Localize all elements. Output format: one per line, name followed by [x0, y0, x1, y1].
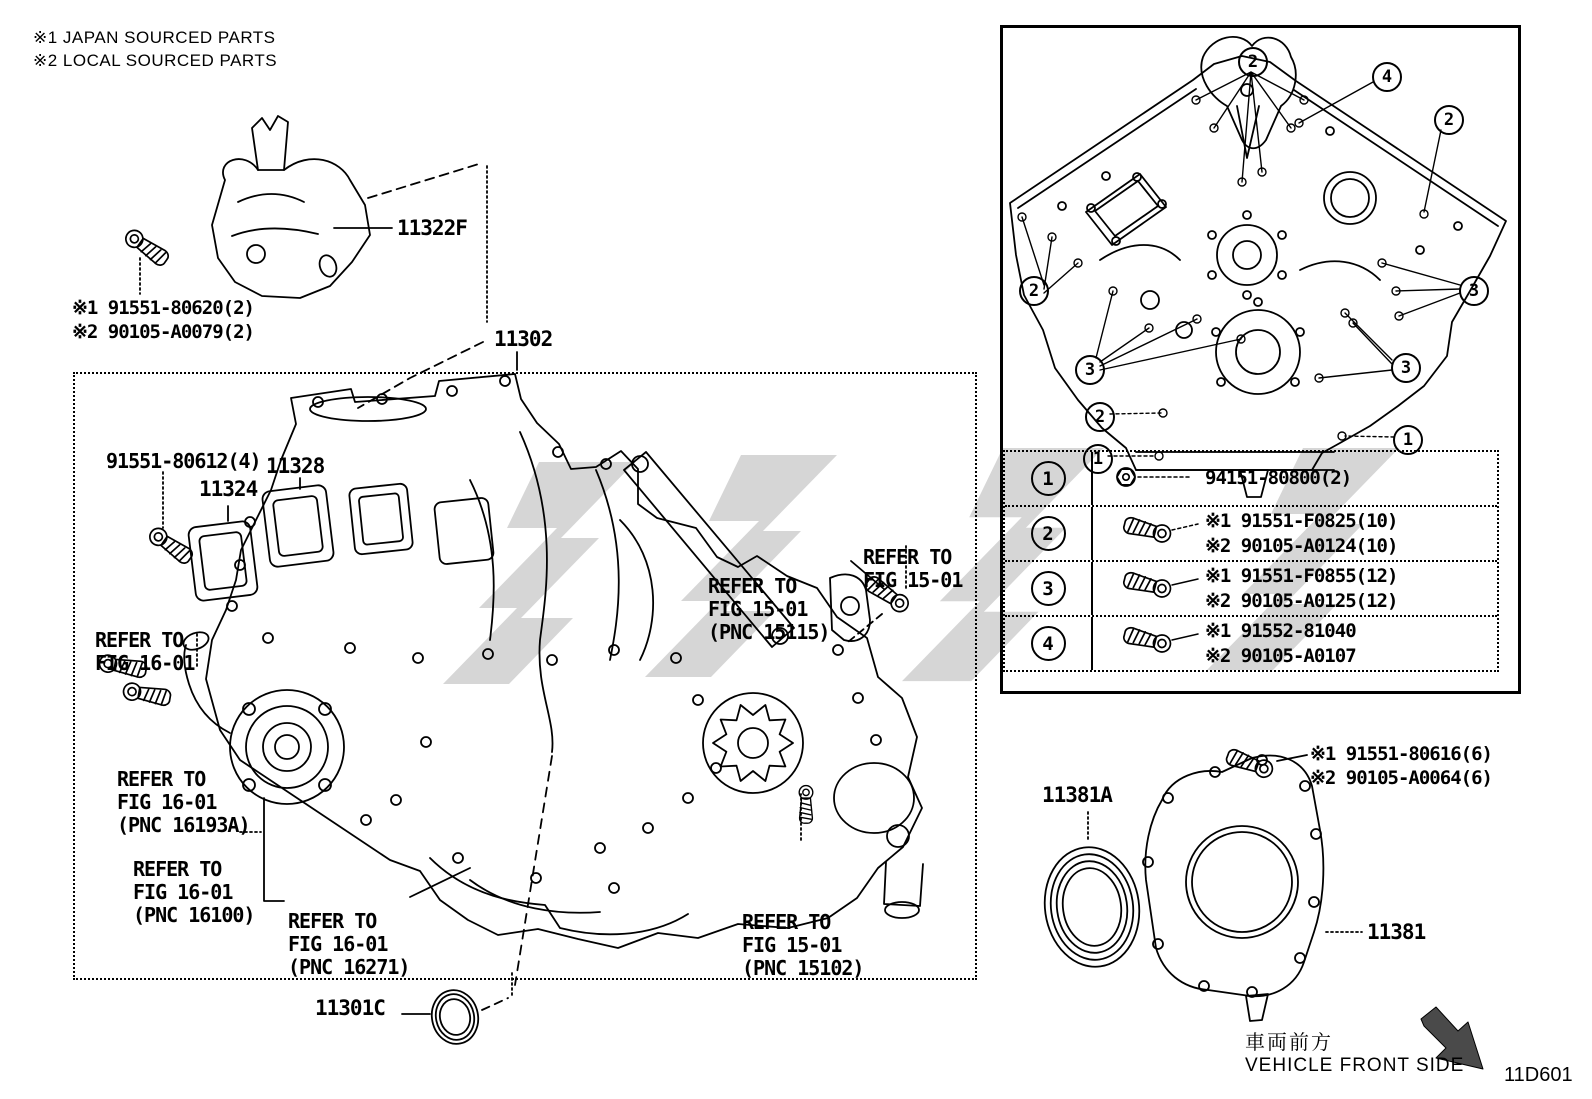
oil-seal-11301C-drawing [402, 972, 512, 1048]
plate-fastener-1: ※1 91551-80616(6) [1310, 743, 1492, 765]
callout-2-top: 2 [1238, 47, 1268, 77]
fastener-row-2 [1005, 505, 1497, 560]
callout-4: 4 [1372, 62, 1402, 92]
bracket-fastener-1: ※1 91551-80620(2) [72, 297, 254, 319]
callout-3-right: 3 [1459, 276, 1489, 306]
label-91551-80612: 91551-80612(4) [106, 449, 261, 473]
fastener-row-3 [1005, 560, 1497, 615]
callout-2-left: 2 [1019, 276, 1049, 306]
row2-part-number-1: ※1 91551-F0825(10) [1205, 509, 1398, 532]
ref-fig16-01-pnc16100: REFER TO FIG 16-01 (PNC 16100) [133, 857, 255, 927]
bracket-fastener-2: ※2 90105-A0079(2) [72, 321, 254, 343]
callout-1-left: 1 [1083, 444, 1113, 474]
callout-3-left: 3 [1075, 355, 1105, 385]
label-11381: 11381 [1367, 920, 1426, 944]
vehicle-front-label-en: VEHICLE FRONT SIDE [1245, 1055, 1465, 1076]
ref-fig15-01: REFER TO FIG 15-01 [863, 545, 963, 592]
ref-fig16-01-pnc16193A: REFER TO FIG 16-01 (PNC 16193A) [117, 767, 250, 837]
plate-fastener-2: ※2 90105-A0064(6) [1310, 767, 1492, 789]
callout-2-right: 2 [1434, 105, 1464, 135]
fastener-row-1 [1005, 452, 1497, 505]
ref-fig15-01-pnc15115: REFER TO FIG 15-01 (PNC 15115) [708, 574, 830, 644]
label-11322F: 11322F [397, 216, 467, 240]
callout-2-bottom: 2 [1085, 402, 1115, 432]
row3-part-number-1: ※1 91551-F0855(12) [1205, 564, 1398, 587]
fastener-table [1003, 450, 1499, 672]
ref-fig16-01-pnc16271: REFER TO FIG 16-01 (PNC 16271) [288, 909, 410, 979]
row1-part-number: 94151-80800(2) [1205, 467, 1352, 489]
row3-part-number-2: ※2 90105-A0125(12) [1205, 589, 1398, 612]
row2-callout: 2 [1031, 516, 1066, 551]
label-11324: 11324 [199, 477, 258, 501]
row1-callout: 1 [1031, 461, 1066, 496]
vehicle-front-label-jp: 車両前方 [1245, 1032, 1333, 1054]
row4-part-number-2: ※2 90105-A0107 [1205, 644, 1356, 667]
label-11328: 11328 [266, 454, 325, 478]
callout-3-center: 3 [1391, 353, 1421, 383]
label-11381A: 11381A [1042, 783, 1112, 807]
row4-part-number-1: ※1 91552-81040 [1205, 619, 1356, 642]
note-japan-sourced: ※1 JAPAN SOURCED PARTS [33, 28, 276, 47]
ref-fig15-01-pnc15102: REFER TO FIG 15-01 (PNC 15102) [742, 910, 864, 980]
row4-callout: 4 [1031, 626, 1066, 661]
ref-fig16-01: REFER TO FIG 16-01 [95, 628, 195, 675]
row3-callout: 3 [1031, 571, 1066, 606]
bracket-11322F-drawing [123, 116, 482, 298]
label-11302: 11302 [494, 327, 553, 351]
label-11301C: 11301C [315, 996, 385, 1020]
figure-code: 11D601 [1504, 1064, 1573, 1086]
row2-part-number-2: ※2 90105-A0124(10) [1205, 534, 1398, 557]
fastener-row-4 [1005, 615, 1497, 670]
callout-1-right: 1 [1393, 425, 1423, 455]
note-local-sourced: ※2 LOCAL SOURCED PARTS [33, 51, 278, 70]
